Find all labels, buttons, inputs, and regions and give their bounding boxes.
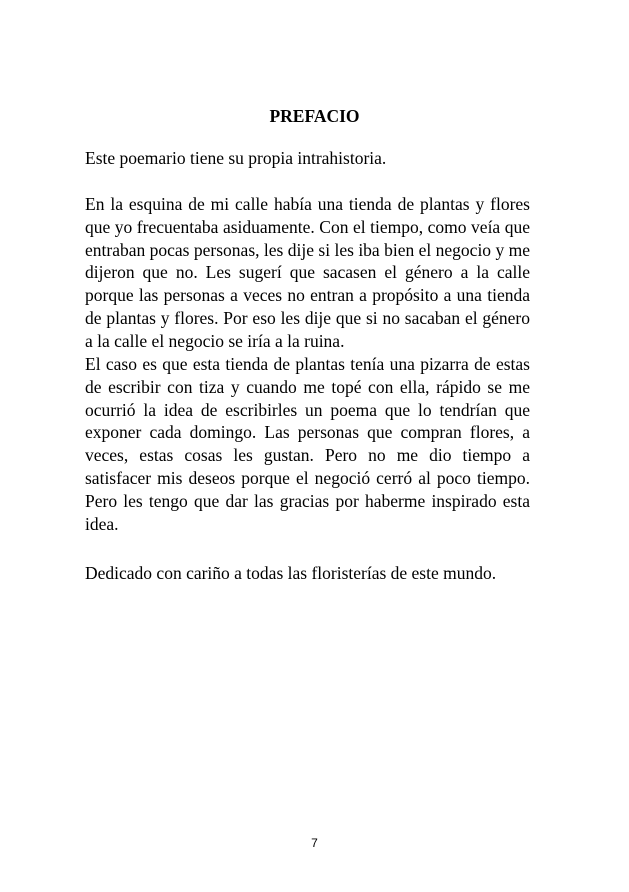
page-number: 7 xyxy=(311,836,318,850)
paragraph-intro: Este poemario tiene su propia intrahistoria. xyxy=(85,148,387,168)
paragraph-store-story: En la esquina de mi calle había una tienda de plantas y flores que yo frecuentaba asiduamente. Con el tiempo, como veía que entraban pocas personas, les dije si les iba bien el negocio y me dijeron que no. Les sugerí que sacasen el género a la calle porque las personas a veces no entran a propósito a una tienda de plantas y flores. Por eso les dije que si no sacaban el género a la calle el negocio se iría a la ruina. xyxy=(85,194,530,351)
paragraph-chalkboard: El caso es que esta tienda de plantas tenía una pizarra de estas de escribir con tiza y cuando me topé con ella, rápido se me ocurrió la idea de escribirles un poema que lo tendrían que exponer cada domingo. Las personas que compran flores, a veces, estas cosas les gustan. Pero no me dio tiempo a satisfacer mis deseos porque el negoció cerró al poco tiempo. Pero les tengo que dar las gracias por haberme inspirado esta idea. xyxy=(85,354,530,534)
paragraph-dedication: Dedicado con cariño a todas las floristerías de este mundo. xyxy=(85,563,497,583)
page-title: PREFACIO xyxy=(269,106,360,126)
